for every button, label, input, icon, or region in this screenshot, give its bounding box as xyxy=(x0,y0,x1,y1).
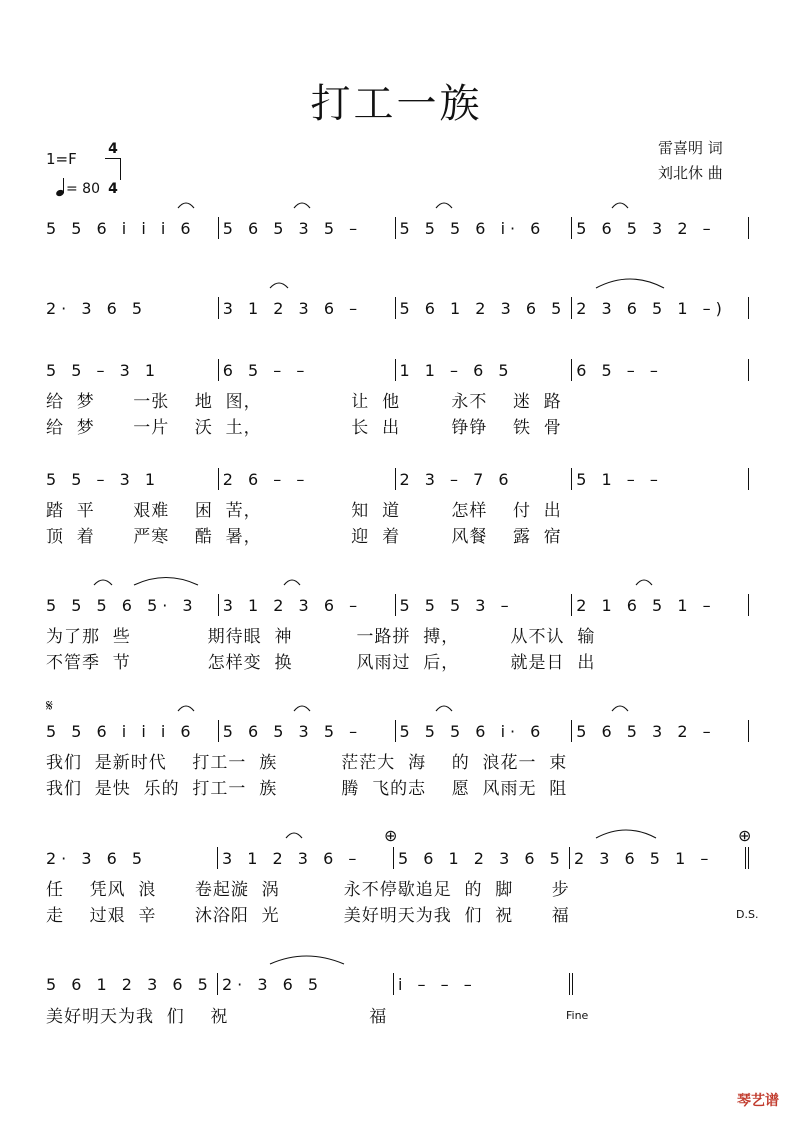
lyric-line: 为了那 些 期待眼 神 一路拼 搏， 从不认 输 xyxy=(46,627,596,647)
coda-icon: ⊕ xyxy=(384,826,398,845)
page-title: 打工一族 xyxy=(310,81,483,127)
measure: 6 5 – – xyxy=(572,359,749,381)
measure: 2 1 6 5 1 – xyxy=(572,594,749,616)
measure: 2 3 6 5 1 –) xyxy=(572,297,749,319)
measure: 5 5 – 3 1 xyxy=(46,468,219,490)
measure: 2· 3 6 5 xyxy=(46,297,219,319)
fine-marking: Fine xyxy=(566,1009,589,1022)
measure: 2 6 – – xyxy=(219,468,396,490)
slur xyxy=(178,706,194,711)
measure: 5 6 5 3 2 – xyxy=(572,720,749,742)
ds-marking: D.S. xyxy=(736,908,759,921)
slur xyxy=(284,580,300,585)
lyric-line: 踏 平 艰难 困 苦， 知 道 怎样 付 出 xyxy=(46,501,562,521)
measure: 5 6 5 3 5 – xyxy=(219,720,396,742)
measure: 5 5 5 3 – xyxy=(396,594,573,616)
measure: 5 5 5 6 i· 6 xyxy=(396,720,573,742)
measure: 2 3 6 5 1 – xyxy=(570,847,749,869)
slur xyxy=(294,203,310,208)
slur xyxy=(270,956,344,964)
lyric-line: 不管季 节 怎样变 换 风雨过 后， 就是日 出 xyxy=(46,653,596,673)
measure: i – – – xyxy=(394,973,573,995)
slur xyxy=(178,203,194,208)
slur xyxy=(270,283,288,288)
slur xyxy=(286,833,302,838)
meter-bottom: 4 xyxy=(108,181,118,197)
slur xyxy=(596,279,664,288)
slur xyxy=(436,706,452,711)
measure: 3 1 2 3 6 – xyxy=(219,594,396,616)
measure: 3 1 2 3 6 – xyxy=(218,847,394,869)
slur xyxy=(636,580,652,585)
measure: 2· 3 6 5 xyxy=(46,847,218,869)
measure: 5 5 5 6 5· 3 xyxy=(46,594,219,616)
measure: 5 5 – 3 1 xyxy=(46,359,219,381)
lyric-line: 我们 是快 乐的 打工一 族 腾 飞的志 愿 风雨无 阻 xyxy=(46,779,568,799)
lyric-line: 任 凭风 浪 卷起漩 涡 永不停歇追足 的 脚 步 xyxy=(46,880,570,900)
measure: 5 5 6 i i i 6 xyxy=(46,217,219,239)
lyric-line: 顶 着 严寒 酷 暑， 迎 着 风餐 露 宿 xyxy=(46,527,562,547)
lyric-line: 走 过艰 辛 沐浴阳 光 美好明天为我 们 祝 福 xyxy=(46,906,570,926)
measure: 5 5 6 i i i 6 xyxy=(46,720,219,742)
measure: 5 6 1 2 3 6 5 xyxy=(396,297,573,319)
coda-icon: ⊕ xyxy=(738,826,752,845)
slur xyxy=(134,578,198,586)
tempo-value: = 80 xyxy=(66,181,100,197)
slur xyxy=(94,580,112,585)
measure: 6 5 – – xyxy=(219,359,396,381)
slur xyxy=(436,203,452,208)
measure: 2 3 – 7 6 xyxy=(396,468,573,490)
lyric-line: 美好明天为我 们 祝 福 xyxy=(46,1007,388,1027)
measure: 2· 3 6 5 xyxy=(218,973,394,995)
measure: 5 6 1 2 3 6 5 xyxy=(46,973,218,995)
measure: 5 1 – – xyxy=(572,468,749,490)
composer-credit: 刘北休 曲 xyxy=(658,164,723,182)
slur xyxy=(612,706,628,711)
lyric-line: 给 梦 一张 地 图， 让 他 永不 迷 路 xyxy=(46,392,562,412)
slur xyxy=(596,830,656,838)
brand-logo: 琴艺谱 xyxy=(737,1093,779,1109)
lyric-line: 给 梦 一片 沃 土， 长 出 铮铮 铁 骨 xyxy=(46,418,562,438)
lyric-line: 我们 是新时代 打工一 族 茫茫大 海 的 浪花一 束 xyxy=(46,753,568,773)
segno-icon: 𝄋 xyxy=(46,696,53,715)
lyricist-credit: 雷喜明 词 xyxy=(658,139,723,157)
measure: 5 6 5 3 2 – xyxy=(572,217,749,239)
slur xyxy=(294,706,310,711)
key-signature: 1=F xyxy=(46,150,77,168)
measure: 5 5 5 6 i· 6 xyxy=(396,217,573,239)
measure: 5 6 5 3 5 – xyxy=(219,217,396,239)
measure: 5 6 1 2 3 6 5 xyxy=(394,847,570,869)
meter-top: 4 xyxy=(108,141,118,157)
measure: 1 1 – 6 5 xyxy=(396,359,573,381)
slur xyxy=(612,203,628,208)
measure: 3 1 2 3 6 – xyxy=(219,297,396,319)
